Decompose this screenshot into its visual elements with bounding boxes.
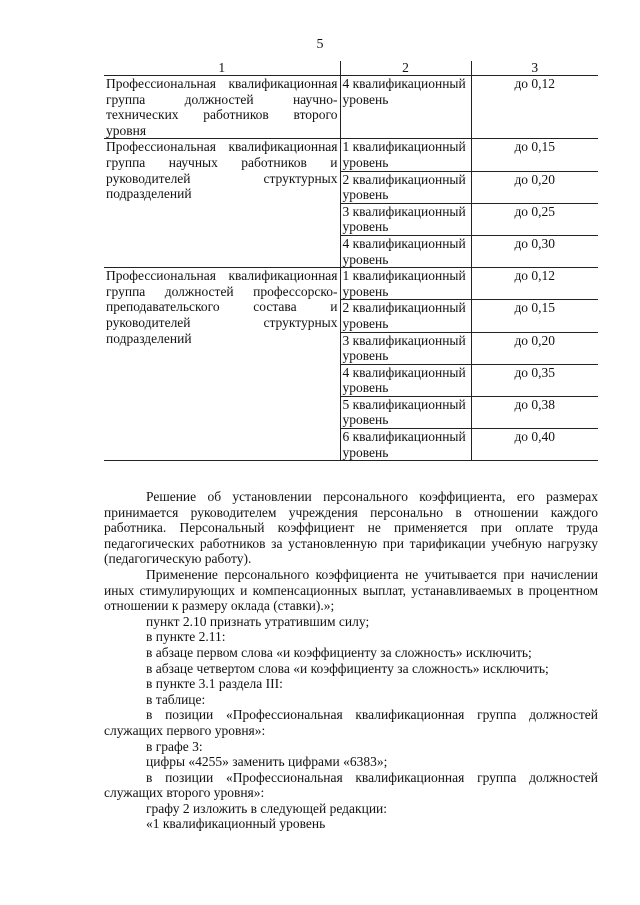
table-row xyxy=(104,268,598,300)
coefficient-value: до 0,20 xyxy=(471,171,598,203)
coefficient-value: до 0,25 xyxy=(471,203,598,235)
column-header-3: 3 xyxy=(471,61,598,76)
document-body-text xyxy=(104,489,598,832)
coefficient-value: до 0,40 xyxy=(471,429,598,461)
table-row xyxy=(104,76,598,139)
qualification-level: 2 квалификационный уровень xyxy=(340,300,471,332)
qualification-level: 4 квалификационный уровень xyxy=(340,76,471,139)
qualification-level: 6 квалификационный уровень xyxy=(340,429,471,461)
coefficient-value: до 0,35 xyxy=(471,364,598,396)
paragraph: цифры «4255» заменить цифрами «6383»; xyxy=(146,754,388,770)
paragraph: в позиции «Профессиональная квалификационная группа должностей служащих второго уровня»: xyxy=(104,769,598,801)
paragraph: в абзаце четвертом слова «и коэффициенту за сложность» исключить; xyxy=(146,660,549,676)
coefficient-value: до 0,15 xyxy=(471,300,598,332)
qualification-group-name: Профессиональная квалификационная группа должностей научно-технических работников второго уровня xyxy=(104,76,340,139)
qualification-level: 4 квалификационный уровень xyxy=(340,364,471,396)
qualification-coefficient-table xyxy=(104,61,598,461)
paragraph: Решение об установлении персонального коэффициента, его размерах принимается руководителем учреждения персонально в отношении каждого работника. Персональный коэффициент не применяется при оплате труда педагогических работников за установленную при тарификации учебную нагрузку (педагогическую работу). xyxy=(104,489,598,567)
paragraph: в позиции «Профессиональная квалификационная группа должностей служащих первого уровня»: xyxy=(104,707,598,738)
paragraph: пункт 2.10 признать утратившим силу; xyxy=(146,613,370,629)
paragraph: «1 квалификационный уровень xyxy=(146,816,326,832)
qualification-level: 1 квалификационный уровень xyxy=(340,268,471,300)
qualification-group-name: Профессиональная квалификационная группа должностей профессорско-преподавательского состава и руководителей структурных подразделений xyxy=(104,268,340,461)
coefficient-value: до 0,30 xyxy=(471,235,598,267)
paragraph: графу 2 изложить в следующей редакции: xyxy=(146,800,388,816)
paragraph: в таблице: xyxy=(146,691,206,707)
paragraph: Применение персонального коэффициента не учитывается при начислении иных стимулирующих и компенсационных выплат, устанавливаемых в процентном отношении к размеру оклада (ставки).»; xyxy=(104,566,598,614)
table-header-row xyxy=(104,61,598,76)
qualification-level: 1 квалификационный уровень xyxy=(340,139,471,171)
paragraph: в абзаце первом слова «и коэффициенту за сложность» исключить; xyxy=(146,644,532,660)
qualification-level: 4 квалификационный уровень xyxy=(340,235,471,267)
table-row xyxy=(104,139,598,171)
coefficient-value: до 0,12 xyxy=(471,76,598,139)
page-number: 5 xyxy=(316,37,324,52)
column-header-2: 2 xyxy=(340,61,471,76)
paragraph: в пункте 3.1 раздела III: xyxy=(146,676,283,692)
qualification-group-name: Профессиональная квалификационная группа научных работников и руководителей структурных подразделений xyxy=(104,139,340,268)
coefficient-value: до 0,38 xyxy=(471,396,598,428)
coefficient-value: до 0,12 xyxy=(471,268,598,300)
qualification-level: 3 квалификационный уровень xyxy=(340,332,471,364)
qualification-level: 2 квалификационный уровень xyxy=(340,171,471,203)
paragraph: в пункте 2.11: xyxy=(146,629,226,645)
qualification-level: 5 квалификационный уровень xyxy=(340,396,471,428)
paragraph: в графе 3: xyxy=(146,738,203,754)
coefficient-value: до 0,20 xyxy=(471,332,598,364)
qualification-level: 3 квалификационный уровень xyxy=(340,203,471,235)
column-header-1: 1 xyxy=(104,61,340,76)
coefficient-value: до 0,15 xyxy=(471,139,598,171)
